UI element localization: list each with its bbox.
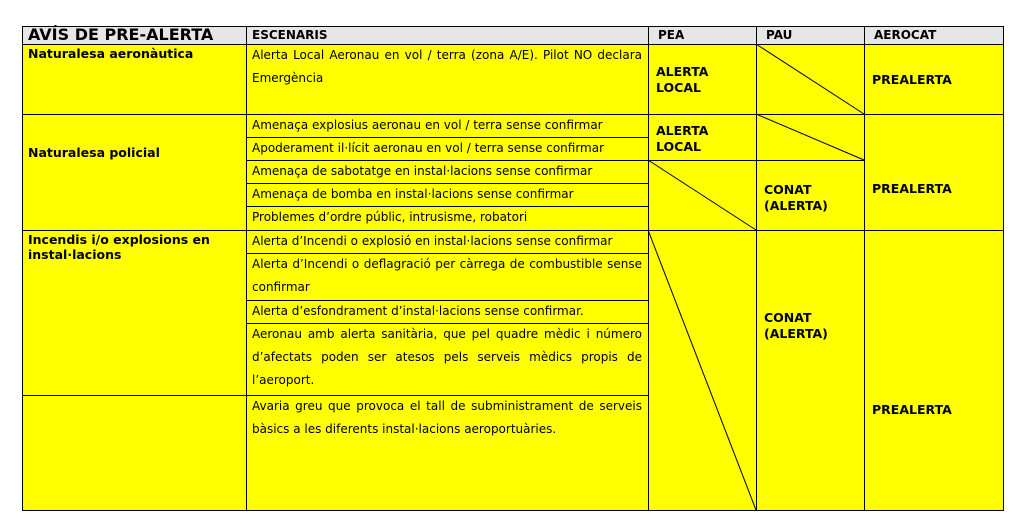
scenario-row-7: Alerta d’Incendi o explosió en instal·lacions sense confirmar (246, 230, 648, 253)
header-aerocat: AEROCAT (864, 26, 1004, 44)
pea-label-2: ALERTA LOCAL (656, 123, 709, 154)
scenario-row-8: Alerta d’Incendi o deflagració per càrrega de combustible sense confirmar (246, 253, 648, 300)
aerocat-label-1: PREALERTA (872, 72, 952, 87)
header-category: AVÍS DE PRE-ALERTA (22, 26, 246, 44)
pea-label-1: ALERTA LOCAL (656, 64, 709, 95)
header-pea: PEA (648, 26, 756, 44)
pau-label-1: CONAT (ALERTA) (764, 182, 828, 213)
category-aeronautical: Naturalesa aeronàutica (22, 44, 246, 114)
scenario-row-10: Aeronau amb alerta sanitària, que pel quadre mèdic i número d’afectats poden ser atesos pels serveis mèdics propis de l’aeroport. (246, 323, 648, 395)
scenario-row-5: Amenaça de bomba en instal·lacions sense confirmar (246, 183, 648, 206)
scenario-row-6: Problemes d’ordre públic, intrusisme, robatori (246, 206, 648, 230)
scenario-row-3: Apoderament il·lícit aeronau en vol / terra sense confirmar (246, 137, 648, 160)
scenario-row-2: Amenaça explosius aeronau en vol / terra sense confirmar (246, 114, 648, 137)
category-police: Naturalesa policial (22, 114, 246, 230)
scenario-row-9: Alerta d’esfondrament d’instal·lacions sense confirmar. (246, 300, 648, 323)
scenario-row-1: Alerta Local Aeronau en vol / terra (zona A/E). Pilot NO declara Emergència (246, 44, 648, 114)
pau-label-2: CONAT (ALERTA) (764, 310, 828, 341)
header-pau: PAU (756, 26, 864, 44)
aerocat-column (864, 44, 1004, 510)
scenario-row-11: Avaria greu que provoca el tall de subministrament de serveis bàsics a les diferents instal·lacions aeroportuàries. (246, 395, 648, 510)
aerocat-label-3: PREALERTA (872, 402, 952, 417)
scenario-row-4: Amenaça de sabotatge en instal·lacions sense confirmar (246, 160, 648, 183)
pea-column (648, 44, 756, 510)
aerocat-label-2: PREALERTA (872, 181, 952, 196)
header-scenarios: ESCENARIS (246, 26, 648, 44)
pau-column (756, 44, 864, 510)
category-fire-explosions: Incendis i/o explosions en instal·lacions (22, 230, 246, 510)
